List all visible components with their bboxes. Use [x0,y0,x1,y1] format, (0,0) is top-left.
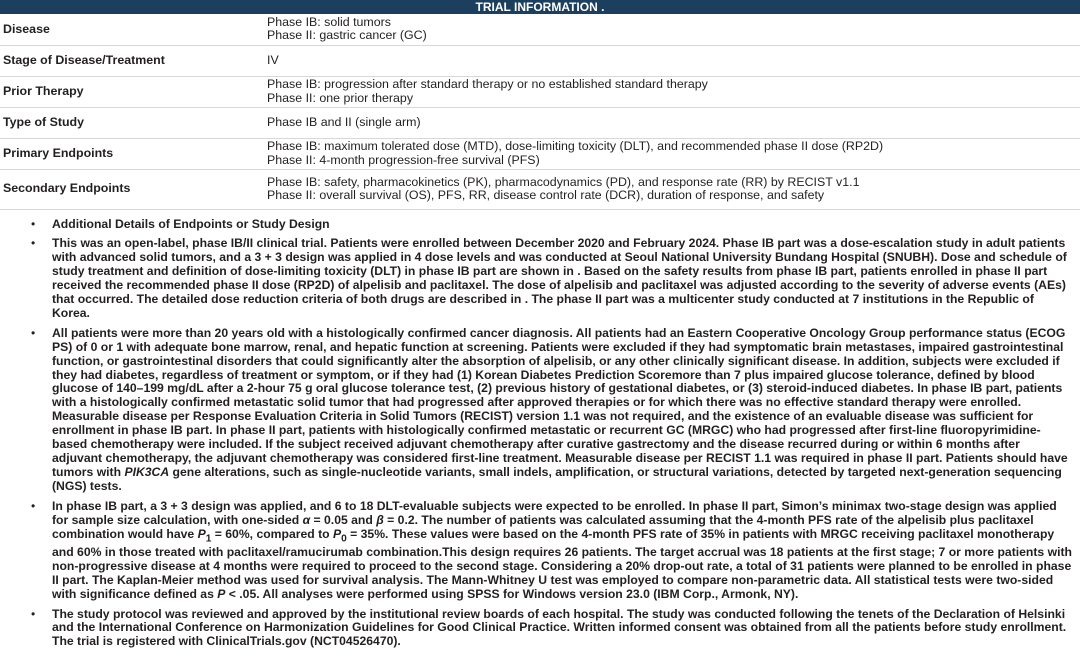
paragraph-ethics: The study protocol was reviewed and approved by the institutional review boards of each hospital. The study was conducted following the tenets of the Declaration of Helsinki and the International Conference on Harmonization Guidelines for Good Clinical Practice. Written informed consent was obtained from all the patients before study enrollment. The trial is registered with ClinicalTrials.gov (NCT04526470). [52,606,1067,649]
value-line: Phase IB: solid tumors [267,14,391,29]
row-value [267,107,1080,138]
value-line: Phase II: 4-month progression-free survival (PFS) [267,152,540,167]
list-item [0,327,1080,494]
p-symbol: P [217,586,226,601]
row-label: Prior Therapy [0,76,267,107]
row-value [267,45,1080,76]
text-run: = 35%. These values were based on the 4-month PFS rate of 35% in patients with MRGC receiving paclitaxel monotherapy and 60% in those treated with paclitaxel/ramucirumab combination.This design requires 26 patients. The target accrual was 18 patients at the first stage; 7 or more patients with non-progressive disease at 4 months were required to proceed to the second stage. Considering a 20% drop-out rate, a total of 31 patients were planned to be enrolled in phase II part. The Kaplan-Meier method was used for survival analysis. The Mann-Whitney U test was employed to compare non-parametric data. All statistical tests were two-sided with significance defined as [52,526,1072,601]
text-run: = 0.05 and [310,512,377,527]
gene-name: PIK3CA [124,464,170,479]
list-item [0,218,1080,232]
alpha-symbol: α [302,512,311,527]
p0-symbol: P [332,526,342,541]
table-row [0,76,1080,107]
list-item [0,608,1080,650]
paragraph-eligibility [52,326,1068,493]
value-line: Phase II: overall survival (OS), PFS, RR, disease control rate (DCR), duration of response, and safety [267,188,825,202]
list-item [0,500,1080,602]
beta-symbol: β [376,512,384,527]
paragraph-design: This was an open-label, phase IB/II clinical trial. Patients were enrolled between December 2020 and February 2024. Phase IB part was a dose-escalation study in adult patients with advanced solid tumors, and a 3 + 3 design was applied in 4 dose levels and was conducted at Seoul National University Bundang Hospital (SNUBH). Dose and schedule of study treatment and definition of dose-limiting toxicity (DLT) in phase IB part are shown in . Based on the safety results from phase IB part, patients enrolled in phase II part received the recommended phase II dose (RP2D) of alpelisib and paclitaxel. The dose of alpelisib and paclitaxel was adjusted according to the severity of adverse events (AEs) that occurred. The detailed dose reduction criteria of both drugs are described in . The phase II part was a multicenter study conducted at 7 institutions in the Republic of Korea. [52,236,1067,320]
text-run: In phase IB part, a 3 + 3 design was applied, and 6 to 18 DLT-evaluable subjects were expected to be enrolled. In phase II part, Simon’s minimax two-stage design was applied for sample size calculation, with one-sided [52,498,1057,527]
row-label: Disease [0,14,267,45]
value-line: Phase II: one prior therapy [267,90,414,105]
value-line: IV [267,52,279,67]
notes-heading: Additional Details of Endpoints or Study Design [52,216,330,231]
row-value [267,138,1080,169]
value-line: Phase II: gastric cancer (GC) [267,28,427,43]
p1-subscript: 1 [205,532,212,544]
table-row [0,138,1080,169]
row-label: Secondary Endpoints [0,169,267,209]
row-value [267,14,1080,45]
row-label: Type of Study [0,107,267,138]
text-run: = 60%, compared to [211,526,333,541]
bullet-icon: • [31,606,36,621]
row-value [267,76,1080,107]
p0-subscript: 0 [341,532,347,544]
row-value [267,169,1080,209]
table-row [0,107,1080,138]
list-item [0,237,1080,320]
study-design-notes [0,218,1080,650]
bullet-icon: • [31,236,36,251]
value-line: Phase IB and II (single arm) [267,114,421,129]
bullet-icon: • [31,216,36,231]
table-row [0,14,1080,45]
table-title: TRIAL INFORMATION . [0,0,1080,14]
row-label: Stage of Disease/Treatment [0,45,267,76]
text-run: = 0.2. The number of patients was calculated assuming that the 4-month PFS rate of the alpelisib plus paclitaxel combination would have [52,512,1034,541]
p1-symbol: P [197,526,206,541]
bullet-icon: • [31,325,36,340]
bullet-icon: • [31,498,36,513]
row-label: Primary Endpoints [0,138,267,169]
text-run: All patients were more than 20 years old with a histologically confirmed cancer diagnosis. All patients had an Eastern Cooperative Oncology Group performance status (ECOG PS) of 0 or 1 with adequate bone marrow, renal, and hepatic function at screening. Patients were excluded if they had symptomatic brain metastases, impaired gastrointestinal function, or gastrointestinal disorders that could significantly alter the absorption of alpelisib, or any other clinically significant disease. In addition, subjects were excluded if they had diabetes, regardless of treatment or symptom, or if they had (1) Korean Diabetes Prediction Scoremore than 7 plus impaired glucose tolerance, defined by blood glucose of 140–199 mg/dL after a 2-hour 75 g oral glucose tolerance test, (2) previous history of gestational diabetes, or (3) steroid-induced diabetes. In phase IB part, patients with a histologically confirmed metastatic solid tumor that had progressed after approved therapies or for which there was no effective standard therapy were enrolled. Measurable disease per Response Evaluation Criteria in Solid Tumors (RECIST) version 1.1 was not required, and the existence of an evaluable disease was sufficient for enrollment in phase IB part. In phase II part, patients with histologically confirmed metastatic or recurrent GC (MRGC) who had progressed after first-line fluoropyrimidine-based chemotherapy were included. If the subject received adjuvant chemotherapy after curative gastrectomy and the disease recurred during or within 6 months after adjuvant chemotherapy, the adjuvant chemotherapy was considered first-line treatment. Measurable disease per RECIST 1.1 was required in phase II part. Patients should have tumors with [52,325,1068,479]
table-row [0,169,1080,209]
trial-info-table [0,14,1080,210]
value-line: Phase IB: maximum tolerated dose (MTD), dose-limiting toxicity (DLT), and recommended phase II dose (RP2D) [267,139,884,153]
text-run: < .05. All analyses were performed using SPSS for Windows version 23.0 (IBM Corp., Armonk, NY). [225,586,799,601]
paragraph-statistics [52,499,1072,601]
value-line: Phase IB: safety, pharmacokinetics (PK), pharmacodynamics (PD), and response rate (RR) by RECIST v1.1 [267,174,860,189]
value-line: Phase IB: progression after standard therapy or no established standard therapy [267,77,708,91]
text-run: gene alterations, such as single-nucleotide variants, small indels, amplification, or structural variations, detected by targeted next-generation sequencing (NGS) tests. [52,464,1062,493]
table-row [0,45,1080,76]
